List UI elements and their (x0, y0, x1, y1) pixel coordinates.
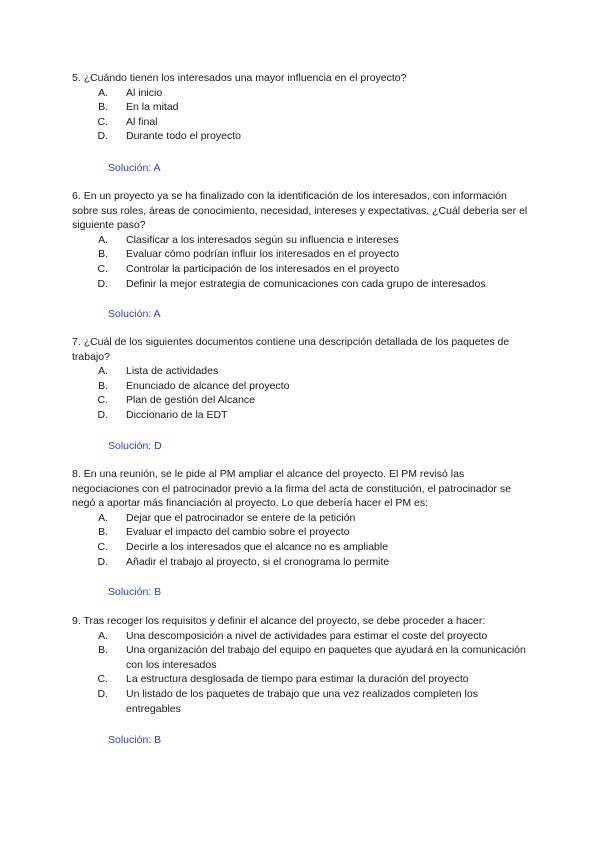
question-text (72, 614, 528, 629)
option-text: Al inicio (126, 86, 163, 99)
option-a (72, 511, 528, 526)
option-letter: A. (98, 629, 108, 642)
options-list (72, 86, 528, 144)
option-letter: C. (97, 262, 108, 275)
question-body: Tras recoger los requisitos y definir el alcance del proyecto, se debe proceder a hacer: (83, 615, 486, 627)
option-text: Plan de gestión del Alcance (126, 394, 256, 407)
option-text: Clasificar a los interesados según su influencia e intereses (126, 233, 399, 246)
option-b (72, 100, 528, 115)
option-a (72, 86, 528, 101)
option-letter: D. (97, 408, 108, 421)
solution-5: Solución: A (108, 162, 161, 174)
option-text: Una organización del trabajo del equipo en paquetes que ayudará en la comunicación con los interesados (126, 644, 526, 671)
option-c (72, 393, 528, 408)
option-letter: A. (98, 511, 108, 524)
option-letter: C. (97, 394, 108, 407)
options-list (72, 364, 528, 422)
question-text (72, 467, 528, 511)
question-number: 9. (72, 615, 81, 627)
question-7 (72, 335, 528, 423)
option-d (72, 129, 528, 144)
option-text: Al final (126, 115, 158, 128)
question-text (72, 335, 528, 364)
solution-6: Solución: A (108, 308, 161, 320)
question-text (72, 189, 528, 233)
solution-7: Solución: D (108, 440, 162, 452)
option-letter: C. (97, 540, 108, 553)
option-text: Lista de actividades (126, 365, 219, 378)
question-number: 6. (72, 190, 81, 202)
option-text: Una descomposición a nivel de actividades para estimar el coste del proyecto (126, 629, 488, 642)
question-number: 5. (72, 72, 81, 84)
option-text: Evaluar el impacto del cambio sobre el proyecto (126, 526, 350, 539)
option-letter: D. (97, 687, 108, 700)
option-b (72, 247, 528, 262)
option-letter: A. (98, 365, 108, 378)
option-text: Dejar que el patrocinador se entere de la petición (126, 511, 356, 524)
option-d (72, 687, 528, 716)
option-letter: A. (98, 86, 108, 99)
option-text: Un listado de los paquetes de trabajo que una vez realizados completen los entregables (126, 687, 478, 715)
option-b (72, 379, 528, 394)
option-letter: B. (98, 526, 108, 539)
options-list (72, 233, 528, 291)
option-letter: D. (97, 130, 108, 143)
option-d (72, 277, 528, 292)
question-body: En un proyecto ya se ha finalizado con la identificación de los interesados, con información sobre sus roles, áreas de conocimiento, necesidad, intereses y expectativas. ¿Cuál debería ser el siguiente paso? (72, 190, 528, 232)
option-text: Decirle a los interesados que el alcance no es ampliable (126, 540, 389, 553)
option-text: Diccionario de la EDT (126, 408, 228, 421)
question-8 (72, 467, 528, 569)
option-letter: A. (98, 233, 108, 246)
option-c (72, 540, 528, 555)
option-letter: B. (98, 101, 108, 114)
question-text (72, 71, 528, 86)
option-c (72, 115, 528, 130)
solution-9: Solución: B (108, 734, 162, 746)
option-d (72, 555, 528, 570)
question-number: 7. (72, 336, 81, 348)
question-6 (72, 189, 528, 291)
option-d (72, 408, 528, 423)
option-letter: C. (97, 115, 108, 128)
option-b (72, 525, 528, 540)
option-text: En la mitad (126, 101, 179, 114)
option-c (72, 672, 528, 687)
option-letter: B. (98, 248, 108, 261)
option-text: Evaluar cómo podrían influir los interesados en el proyecto (126, 248, 400, 261)
question-number: 8. (72, 468, 81, 480)
option-a (72, 629, 528, 644)
question-5 (72, 71, 528, 144)
option-a (72, 364, 528, 379)
option-text: Durante todo el proyecto (126, 130, 241, 143)
option-letter: B. (98, 379, 108, 392)
options-list (72, 629, 528, 717)
option-text: Definir la mejor estrategia de comunicaciones con cada grupo de interesados (126, 277, 486, 290)
question-body: En una reunión, se le pide al PM ampliar el alcance del proyecto. El PM revisó las negociaciones con el patrocinador previo a la firma del acta de constitución, el patrocinador se negó a aportar más financiación al proyecto. Lo que debería hacer el PM es: (72, 468, 511, 510)
option-text: Enunciado de alcance del proyecto (126, 379, 290, 392)
question-body: ¿Cuándo tienen los interesados una mayor influencia en el proyecto? (83, 72, 407, 84)
solution-8: Solución: B (108, 586, 162, 598)
option-text: Añadir el trabajo al proyecto, si el cronograma lo permite (126, 555, 390, 568)
option-letter: D. (97, 555, 108, 568)
option-b (72, 643, 528, 672)
option-letter: C. (97, 673, 108, 686)
option-letter: D. (97, 277, 108, 290)
option-a (72, 233, 528, 248)
question-9 (72, 614, 528, 716)
question-body: ¿Cuál de los siguientes documentos contiene una descripción detallada de los paquetes de trabajo? (72, 336, 510, 363)
option-text: La estructura desglosada de tiempo para estimar la duración del proyecto (126, 673, 469, 686)
options-list (72, 511, 528, 569)
option-letter: B. (98, 644, 108, 657)
option-c (72, 262, 528, 277)
option-text: Controlar la participación de los interesados en el proyecto (126, 262, 400, 275)
